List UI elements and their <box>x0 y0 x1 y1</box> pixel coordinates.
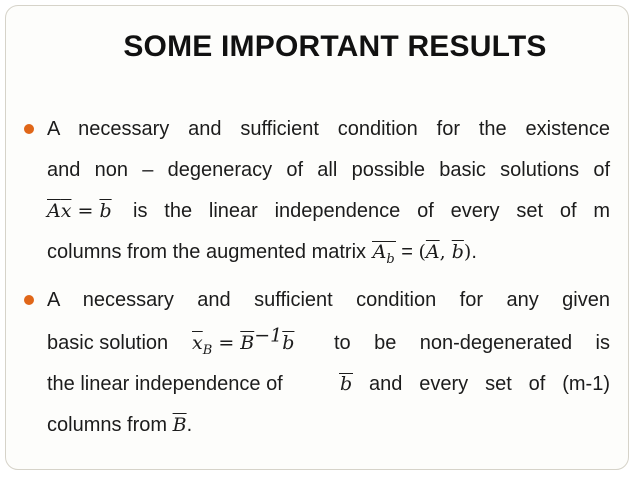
period-2: . <box>186 414 193 436</box>
equals-sign: = <box>401 241 413 263</box>
bullet-1-line-3 <box>47 199 610 223</box>
bullet-2-line-2 <box>47 324 610 358</box>
bullet-2-line-2-text-b: to be non-degenerated is <box>334 332 610 354</box>
period: . <box>471 241 477 263</box>
bullet-1-line-1: A necessary and sufficient condition for the existence <box>47 118 610 140</box>
slide-frame <box>5 5 629 470</box>
bullet-1-line-2: and non – degeneracy of all possible basic solutions of <box>47 159 610 181</box>
math-B-bar: $\overline{B}$ <box>172 414 187 436</box>
bullet-2-line-3-text-a: the linear independence of <box>47 373 283 395</box>
bullet-1-line-4-text: columns from the augmented matrix <box>47 241 367 263</box>
bullet-1-line-4 <box>47 240 477 267</box>
math-augmented-pair: ($\overline{A}$, $\overline{b}$) <box>418 241 472 263</box>
slide-title: SOME IMPORTANT RESULTS <box>123 30 547 63</box>
bullet-2-line-2-text-a: basic solution <box>47 332 169 354</box>
bullet-1-icon <box>24 124 34 134</box>
bullet-1-line-3-text: is the linear independence of every set of m <box>133 200 610 222</box>
bullet-2-line-3 <box>47 372 610 396</box>
bullet-2-line-4 <box>47 413 192 437</box>
bullet-2-line-3-text-b: and every set of (m-1) <box>369 373 610 395</box>
bullet-2-icon <box>24 295 34 305</box>
math-A-sub-b: $A_b$ <box>372 241 395 267</box>
math-sub-b: b <box>386 251 395 267</box>
math-b-bar: b <box>340 373 353 395</box>
bullet-2-line-4-text: columns from <box>47 414 168 436</box>
math-Ax-equals-b: $\overline{A}\overline{x} = \overline{b}$ <box>47 200 112 222</box>
bullet-2-line-1: A necessary and sufficient condition for any given <box>47 289 610 311</box>
math-xB-equals-Binv-b: $\overline{x}_B = \overline{B}^{-1}\overline{b}$ <box>192 324 295 358</box>
